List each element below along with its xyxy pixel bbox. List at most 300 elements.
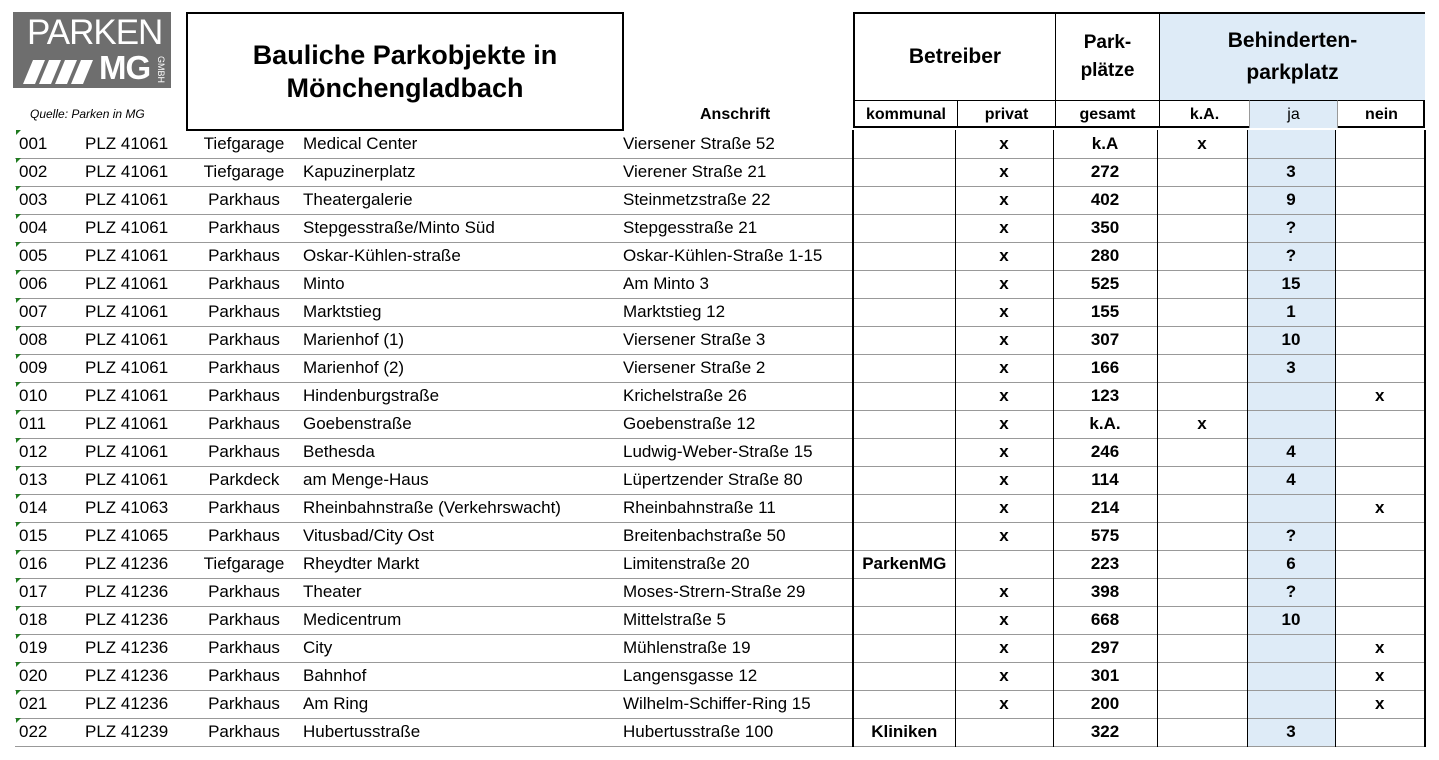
cell-ka bbox=[1157, 466, 1247, 494]
cell-name: City bbox=[303, 638, 333, 657]
cell-ka bbox=[1157, 326, 1247, 354]
cell-name: Rheydter Markt bbox=[303, 554, 420, 573]
cell-id: 013 bbox=[19, 470, 48, 489]
table-row bbox=[15, 214, 1425, 242]
cell-id: 017 bbox=[19, 582, 48, 601]
cell-addr: Steinmetzstraße 22 bbox=[623, 190, 771, 209]
table-row bbox=[15, 438, 1425, 466]
cell-ja: 3 bbox=[1247, 158, 1335, 186]
cell-ja bbox=[1247, 494, 1335, 522]
cell-ja: 3 bbox=[1247, 718, 1335, 746]
cell-privat: x bbox=[955, 690, 1053, 718]
cell-name: Bethesda bbox=[303, 442, 375, 461]
cell-ka bbox=[1157, 186, 1247, 214]
cell-privat: x bbox=[955, 326, 1053, 354]
cell-kommunal bbox=[853, 186, 955, 214]
cell-id: 019 bbox=[19, 638, 48, 657]
cell-plz: PLZ 41236 bbox=[85, 694, 169, 713]
cell-gesamt: 307 bbox=[1053, 326, 1157, 354]
table-row bbox=[15, 690, 1425, 718]
cell-name: Medicentrum bbox=[303, 610, 402, 629]
cell-plz: PLZ 41061 bbox=[85, 386, 169, 405]
cell-name: Vitusbad/City Ost bbox=[303, 526, 435, 545]
cell-id: 014 bbox=[19, 498, 48, 517]
cell-gesamt: 223 bbox=[1053, 550, 1157, 578]
cell-ka bbox=[1157, 718, 1247, 746]
cell-id: 022 bbox=[19, 722, 48, 741]
cell-addr: Viersener Straße 52 bbox=[623, 133, 775, 153]
cell-privat: x bbox=[955, 634, 1053, 662]
cell-gesamt: 322 bbox=[1053, 718, 1157, 746]
cell-ka bbox=[1157, 578, 1247, 606]
cell-name: Theater bbox=[303, 582, 362, 601]
cell-plz: PLZ 41063 bbox=[85, 498, 169, 517]
cell-addr: Lüpertzender Straße 80 bbox=[623, 470, 803, 489]
cell-nein bbox=[1335, 270, 1425, 298]
table-row bbox=[15, 382, 1425, 410]
logo-text-mg: MG bbox=[99, 49, 151, 86]
cell-typ: Parkhaus bbox=[208, 638, 280, 657]
cell-plz: PLZ 41061 bbox=[85, 274, 169, 293]
cell-kommunal bbox=[853, 662, 955, 690]
cell-typ: Tiefgarage bbox=[203, 133, 285, 153]
cell-gesamt: 398 bbox=[1053, 578, 1157, 606]
cell-ja: ? bbox=[1247, 578, 1335, 606]
cell-addr: Ludwig-Weber-Straße 15 bbox=[623, 442, 813, 461]
cell-name: Medical Center bbox=[303, 133, 418, 153]
cell-typ: Parkhaus bbox=[208, 358, 280, 377]
table-row bbox=[15, 354, 1425, 382]
cell-nein bbox=[1335, 718, 1425, 746]
cell-name: Am Ring bbox=[303, 694, 369, 713]
cell-addr: Krichelstraße 26 bbox=[623, 386, 747, 405]
cell-ja: 6 bbox=[1247, 550, 1335, 578]
cell-addr: Vierener Straße 21 bbox=[623, 162, 767, 181]
cell-gesamt: k.A. bbox=[1053, 410, 1157, 438]
cell-privat: x bbox=[955, 662, 1053, 690]
cell-nein bbox=[1335, 186, 1425, 214]
cell-typ: Parkhaus bbox=[208, 666, 280, 685]
cell-plz: PLZ 41239 bbox=[85, 722, 169, 741]
cell-addr: Moses-Strern-Straße 29 bbox=[623, 582, 806, 601]
cell-marker-icon bbox=[16, 578, 21, 583]
cell-nein bbox=[1335, 214, 1425, 242]
cell-privat bbox=[955, 718, 1053, 746]
table-header bbox=[853, 12, 1425, 128]
cell-typ: Parkhaus bbox=[208, 386, 280, 405]
header-behinderten bbox=[1159, 14, 1425, 100]
cell-nein bbox=[1335, 606, 1425, 634]
cell-gesamt: 301 bbox=[1053, 662, 1157, 690]
cell-name: Goebenstraße bbox=[303, 414, 412, 433]
cell-privat: x bbox=[955, 214, 1053, 242]
cell-ja: 15 bbox=[1247, 270, 1335, 298]
cell-typ: Parkhaus bbox=[208, 274, 280, 293]
cell-ka: x bbox=[1157, 410, 1247, 438]
cell-id: 007 bbox=[19, 302, 48, 321]
cell-kommunal bbox=[853, 606, 955, 634]
cell-plz: PLZ 41236 bbox=[85, 666, 169, 685]
table-row bbox=[15, 326, 1425, 354]
cell-name: Theatergalerie bbox=[303, 190, 413, 209]
cell-name: Marienhof (1) bbox=[303, 330, 405, 349]
cell-marker-icon bbox=[16, 494, 21, 499]
cell-ja: 9 bbox=[1247, 186, 1335, 214]
cell-typ: Tiefgarage bbox=[203, 162, 285, 181]
cell-privat: x bbox=[955, 494, 1053, 522]
cell-marker-icon bbox=[16, 690, 21, 695]
cell-addr: Marktstieg 12 bbox=[623, 302, 726, 321]
table-row bbox=[15, 522, 1425, 550]
cell-kommunal bbox=[853, 690, 955, 718]
cell-plz: PLZ 41061 bbox=[85, 133, 169, 153]
cell-id: 012 bbox=[19, 442, 48, 461]
cell-id: 003 bbox=[19, 190, 48, 209]
cell-addr: Mittelstraße 5 bbox=[623, 610, 726, 629]
cell-kommunal bbox=[853, 634, 955, 662]
cell-ka bbox=[1157, 522, 1247, 550]
cell-ka bbox=[1157, 690, 1247, 718]
cell-kommunal bbox=[853, 522, 955, 550]
cell-marker-icon bbox=[16, 270, 21, 275]
cell-ka bbox=[1157, 662, 1247, 690]
cell-name: Hubertusstraße bbox=[303, 722, 421, 741]
cell-gesamt: 297 bbox=[1053, 634, 1157, 662]
cell-nein bbox=[1335, 298, 1425, 326]
cell-nein: x bbox=[1335, 662, 1425, 690]
table-row bbox=[15, 130, 1425, 158]
cell-addr: Mühlenstraße 19 bbox=[623, 638, 751, 657]
cell-addr: Oskar-Kühlen-Straße 1-15 bbox=[623, 246, 823, 265]
table-body bbox=[15, 130, 1425, 746]
cell-addr: Viersener Straße 3 bbox=[623, 330, 766, 349]
cell-kommunal bbox=[853, 326, 955, 354]
cell-gesamt: k.A bbox=[1053, 130, 1157, 158]
header-parkplaetze-line2: plätze bbox=[1080, 60, 1135, 81]
cell-nein bbox=[1335, 130, 1425, 158]
cell-typ: Parkhaus bbox=[208, 302, 280, 321]
cell-nein bbox=[1335, 354, 1425, 382]
cell-ja bbox=[1247, 382, 1335, 410]
cell-name: Marktstieg bbox=[303, 302, 382, 321]
cell-privat: x bbox=[955, 298, 1053, 326]
table-row bbox=[15, 186, 1425, 214]
table-row bbox=[15, 494, 1425, 522]
cell-kommunal bbox=[853, 242, 955, 270]
cell-privat: x bbox=[955, 522, 1053, 550]
cell-typ: Parkdeck bbox=[208, 470, 280, 489]
cell-marker-icon bbox=[16, 522, 21, 527]
cell-marker-icon bbox=[16, 130, 21, 135]
cell-kommunal bbox=[853, 298, 955, 326]
cell-plz: PLZ 41061 bbox=[85, 414, 169, 433]
cell-ja: 1 bbox=[1247, 298, 1335, 326]
cell-marker-icon bbox=[16, 354, 21, 359]
table-row bbox=[15, 550, 1425, 578]
cell-id: 008 bbox=[19, 330, 48, 349]
cell-marker-icon bbox=[16, 606, 21, 611]
cell-id: 011 bbox=[19, 414, 47, 433]
cell-privat: x bbox=[955, 158, 1053, 186]
header-behinderten-line2: parkplatz bbox=[1246, 61, 1339, 84]
cell-id: 018 bbox=[19, 610, 48, 629]
cell-id: 001 bbox=[19, 133, 48, 153]
cell-marker-icon bbox=[16, 382, 21, 387]
table-row bbox=[15, 634, 1425, 662]
cell-addr: Goebenstraße 12 bbox=[623, 414, 756, 433]
cell-gesamt: 155 bbox=[1053, 298, 1157, 326]
cell-name: Bahnhof bbox=[303, 666, 367, 685]
cell-addr: Breitenbachstraße 50 bbox=[623, 526, 786, 545]
cell-gesamt: 525 bbox=[1053, 270, 1157, 298]
cell-nein bbox=[1335, 578, 1425, 606]
cell-ka bbox=[1157, 214, 1247, 242]
cell-name: am Menge-Haus bbox=[303, 470, 429, 489]
cell-privat: x bbox=[955, 606, 1053, 634]
header-betreiber: Betreiber bbox=[908, 45, 1002, 68]
table-row bbox=[15, 242, 1425, 270]
cell-nein bbox=[1335, 326, 1425, 354]
cell-privat: x bbox=[955, 242, 1053, 270]
cell-marker-icon bbox=[16, 438, 21, 443]
cell-addr: Viersener Straße 2 bbox=[623, 358, 766, 377]
cell-typ: Parkhaus bbox=[208, 498, 280, 517]
header-ja: ja bbox=[1249, 100, 1337, 128]
cell-addr: Stepgesstraße 21 bbox=[623, 218, 758, 237]
cell-privat: x bbox=[955, 438, 1053, 466]
cell-marker-icon bbox=[16, 410, 21, 415]
cell-nein: x bbox=[1335, 382, 1425, 410]
cell-plz: PLZ 41236 bbox=[85, 582, 169, 601]
cell-plz: PLZ 41061 bbox=[85, 358, 169, 377]
cell-privat: x bbox=[955, 410, 1053, 438]
cell-id: 005 bbox=[19, 246, 48, 265]
cell-plz: PLZ 41061 bbox=[85, 190, 169, 209]
cell-ka bbox=[1157, 158, 1247, 186]
cell-kommunal bbox=[853, 158, 955, 186]
cell-privat: x bbox=[955, 382, 1053, 410]
cell-marker-icon bbox=[16, 326, 21, 331]
cell-name: Kapuzinerplatz bbox=[303, 162, 416, 181]
cell-marker-icon bbox=[16, 662, 21, 667]
header-ka: k.A. bbox=[1159, 100, 1249, 128]
cell-name: Marienhof (2) bbox=[303, 358, 405, 377]
cell-addr: Am Minto 3 bbox=[623, 274, 709, 293]
cell-nein bbox=[1335, 466, 1425, 494]
cell-nein bbox=[1335, 410, 1425, 438]
cell-marker-icon bbox=[16, 466, 21, 471]
table-row bbox=[15, 606, 1425, 634]
cell-id: 004 bbox=[19, 218, 48, 237]
cell-kommunal bbox=[853, 410, 955, 438]
cell-kommunal bbox=[853, 494, 955, 522]
cell-plz: PLZ 41061 bbox=[85, 330, 169, 349]
cell-gesamt: 246 bbox=[1053, 438, 1157, 466]
table-row bbox=[15, 158, 1425, 186]
header-kommunal: kommunal bbox=[855, 100, 957, 128]
cell-ka bbox=[1157, 270, 1247, 298]
page-title-box bbox=[186, 12, 624, 131]
header-nein: nein bbox=[1337, 100, 1425, 128]
cell-ja bbox=[1247, 130, 1335, 158]
cell-gesamt: 272 bbox=[1053, 158, 1157, 186]
source-note: Quelle: Parken in MG bbox=[30, 107, 145, 121]
cell-privat bbox=[955, 550, 1053, 578]
table-row bbox=[15, 466, 1425, 494]
cell-plz: PLZ 41061 bbox=[85, 470, 169, 489]
cell-nein bbox=[1335, 242, 1425, 270]
cell-ja: ? bbox=[1247, 242, 1335, 270]
cell-gesamt: 350 bbox=[1053, 214, 1157, 242]
cell-nein: x bbox=[1335, 634, 1425, 662]
cell-ja bbox=[1247, 634, 1335, 662]
cell-typ: Parkhaus bbox=[208, 582, 280, 601]
cell-typ: Parkhaus bbox=[208, 218, 280, 237]
cell-typ: Parkhaus bbox=[208, 722, 280, 741]
cell-addr: Wilhelm-Schiffer-Ring 15 bbox=[623, 694, 811, 713]
cell-marker-icon bbox=[16, 550, 21, 555]
header-privat: privat bbox=[957, 100, 1055, 128]
cell-kommunal: Kliniken bbox=[853, 718, 955, 746]
cell-privat: x bbox=[955, 270, 1053, 298]
table-row bbox=[15, 662, 1425, 690]
cell-kommunal bbox=[853, 214, 955, 242]
cell-id: 020 bbox=[19, 666, 48, 685]
cell-plz: PLZ 41061 bbox=[85, 302, 169, 321]
cell-name: Oskar-Kühlen-straße bbox=[303, 246, 461, 265]
cell-ja: 4 bbox=[1247, 438, 1335, 466]
cell-gesamt: 214 bbox=[1053, 494, 1157, 522]
cell-typ: Tiefgarage bbox=[203, 554, 285, 573]
cell-gesamt: 402 bbox=[1053, 186, 1157, 214]
cell-plz: PLZ 41236 bbox=[85, 554, 169, 573]
table-row bbox=[15, 410, 1425, 438]
cell-typ: Parkhaus bbox=[208, 190, 280, 209]
cell-gesamt: 114 bbox=[1053, 466, 1157, 494]
cell-ja: 4 bbox=[1247, 466, 1335, 494]
cell-ka bbox=[1157, 438, 1247, 466]
cell-ja: 3 bbox=[1247, 354, 1335, 382]
cell-ja: 10 bbox=[1247, 326, 1335, 354]
table-row bbox=[15, 578, 1425, 606]
cell-ja bbox=[1247, 662, 1335, 690]
cell-plz: PLZ 41065 bbox=[85, 526, 169, 545]
cell-privat: x bbox=[955, 466, 1053, 494]
cell-addr: Limitenstraße 20 bbox=[623, 554, 750, 573]
cell-kommunal bbox=[853, 354, 955, 382]
cell-id: 010 bbox=[19, 386, 48, 405]
cell-nein bbox=[1335, 438, 1425, 466]
cell-privat: x bbox=[955, 354, 1053, 382]
cell-plz: PLZ 41061 bbox=[85, 218, 169, 237]
cell-name: Hindenburgstraße bbox=[303, 386, 440, 405]
cell-ja: ? bbox=[1247, 522, 1335, 550]
cell-nein bbox=[1335, 550, 1425, 578]
cell-marker-icon bbox=[16, 242, 21, 247]
cell-addr: Langensgasse 12 bbox=[623, 666, 758, 685]
cell-name: Stepgesstraße/Minto Süd bbox=[303, 218, 495, 237]
cell-plz: PLZ 41236 bbox=[85, 610, 169, 629]
cell-typ: Parkhaus bbox=[208, 330, 280, 349]
cell-marker-icon bbox=[16, 298, 21, 303]
cell-kommunal bbox=[853, 130, 955, 158]
cell-ka bbox=[1157, 606, 1247, 634]
cell-id: 016 bbox=[19, 554, 48, 573]
cell-nein bbox=[1335, 158, 1425, 186]
cell-typ: Parkhaus bbox=[208, 694, 280, 713]
cell-gesamt: 200 bbox=[1053, 690, 1157, 718]
cell-gesamt: 166 bbox=[1053, 354, 1157, 382]
cell-ka bbox=[1157, 298, 1247, 326]
logo-text-gmbh: GMBH bbox=[156, 56, 166, 83]
cell-nein bbox=[1335, 522, 1425, 550]
cell-ja bbox=[1247, 690, 1335, 718]
cell-kommunal bbox=[853, 270, 955, 298]
cell-gesamt: 575 bbox=[1053, 522, 1157, 550]
cell-nein: x bbox=[1335, 494, 1425, 522]
cell-addr: Rheinbahnstraße 11 bbox=[623, 498, 776, 517]
cell-id: 009 bbox=[19, 358, 48, 377]
cell-plz: PLZ 41061 bbox=[85, 442, 169, 461]
cell-kommunal bbox=[853, 578, 955, 606]
cell-kommunal bbox=[853, 382, 955, 410]
cell-typ: Parkhaus bbox=[208, 246, 280, 265]
cell-ka bbox=[1157, 354, 1247, 382]
cell-marker-icon bbox=[16, 718, 21, 723]
cell-name: Minto bbox=[303, 274, 345, 293]
cell-marker-icon bbox=[16, 158, 21, 163]
cell-plz: PLZ 41061 bbox=[85, 162, 169, 181]
cell-plz: PLZ 41061 bbox=[85, 246, 169, 265]
cell-plz: PLZ 41236 bbox=[85, 638, 169, 657]
cell-gesamt: 280 bbox=[1053, 242, 1157, 270]
cell-typ: Parkhaus bbox=[208, 442, 280, 461]
header-anschrift: Anschrift bbox=[700, 106, 771, 123]
cell-name: Rheinbahnstraße (Verkehrswacht) bbox=[303, 498, 561, 517]
cell-marker-icon bbox=[16, 214, 21, 219]
cell-gesamt: 123 bbox=[1053, 382, 1157, 410]
cell-kommunal bbox=[853, 466, 955, 494]
parking-table bbox=[15, 130, 1426, 747]
cell-privat: x bbox=[955, 130, 1053, 158]
cell-ka bbox=[1157, 242, 1247, 270]
cell-privat: x bbox=[955, 578, 1053, 606]
table-row bbox=[15, 718, 1425, 746]
cell-ja: ? bbox=[1247, 214, 1335, 242]
cell-id: 002 bbox=[19, 162, 48, 181]
header-gesamt: gesamt bbox=[1055, 100, 1159, 128]
cell-marker-icon bbox=[16, 186, 21, 191]
cell-ka: x bbox=[1157, 130, 1247, 158]
cell-ja: 10 bbox=[1247, 606, 1335, 634]
table-row bbox=[15, 270, 1425, 298]
cell-privat: x bbox=[955, 186, 1053, 214]
cell-typ: Parkhaus bbox=[208, 414, 280, 433]
page-title: Bauliche Parkobjekte in Mönchengladbach bbox=[252, 39, 558, 103]
cell-ka bbox=[1157, 550, 1247, 578]
cell-kommunal: ParkenMG bbox=[853, 550, 955, 578]
cell-typ: Parkhaus bbox=[208, 526, 280, 545]
cell-id: 021 bbox=[19, 694, 48, 713]
cell-ja bbox=[1247, 410, 1335, 438]
cell-gesamt: 668 bbox=[1053, 606, 1157, 634]
cell-ka bbox=[1157, 634, 1247, 662]
cell-addr: Hubertusstraße 100 bbox=[623, 722, 774, 741]
cell-id: 015 bbox=[19, 526, 48, 545]
cell-id: 006 bbox=[19, 274, 48, 293]
cell-typ: Parkhaus bbox=[208, 610, 280, 629]
header-behinderten-line1: Behinderten- bbox=[1227, 29, 1358, 52]
